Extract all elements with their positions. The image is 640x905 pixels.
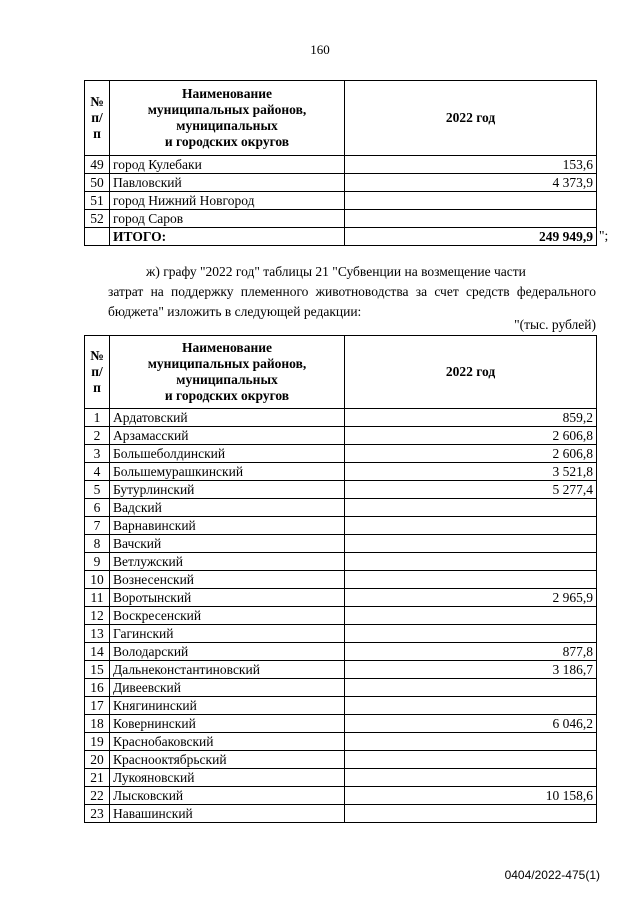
row-number: 7 [85, 517, 110, 535]
district-name: Дальнеконстантиновский [110, 661, 345, 679]
row-number: 19 [85, 733, 110, 751]
district-name: Вадский [110, 499, 345, 517]
row-value [345, 571, 597, 589]
row-value: 4 373,9 [345, 174, 597, 192]
district-name: Павловский [110, 174, 345, 192]
table-row [85, 409, 597, 427]
total-value: 249 949,9 [345, 228, 597, 246]
row-number: 52 [85, 210, 110, 228]
table-continuation [84, 80, 597, 246]
district-name: Ардатовский [110, 409, 345, 427]
row-number: 13 [85, 625, 110, 643]
district-name: Воротынский [110, 589, 345, 607]
table-row [85, 787, 597, 805]
row-value [345, 517, 597, 535]
district-name: Большемурашкинский [110, 463, 345, 481]
row-value: 2 606,8 [345, 427, 597, 445]
paragraph-line-1: ж) графу "2022 год" таблицы 21 "Субвенции на возмещение части [146, 264, 526, 279]
district-name: Ветлужский [110, 553, 345, 571]
row-value: 2 606,8 [345, 445, 597, 463]
table-row [85, 733, 597, 751]
row-number: 3 [85, 445, 110, 463]
district-name: Вачский [110, 535, 345, 553]
table-row [85, 481, 597, 499]
row-value [345, 210, 597, 228]
table-21 [84, 335, 597, 823]
row-value [345, 553, 597, 571]
district-name: Воскресенский [110, 607, 345, 625]
table-row [85, 499, 597, 517]
row-number: 51 [85, 192, 110, 210]
table-row [85, 625, 597, 643]
table-row [85, 156, 597, 174]
row-value: 5 277,4 [345, 481, 597, 499]
row-value [345, 192, 597, 210]
row-number: 16 [85, 679, 110, 697]
total-num [85, 228, 110, 246]
district-name: Большеболдинский [110, 445, 345, 463]
row-number: 12 [85, 607, 110, 625]
row-number: 14 [85, 643, 110, 661]
row-value [345, 679, 597, 697]
table-row [85, 192, 597, 210]
row-number: 8 [85, 535, 110, 553]
table-row [85, 210, 597, 228]
row-value [345, 499, 597, 517]
row-number: 6 [85, 499, 110, 517]
table-header-row [85, 81, 597, 156]
district-name: Лукояновский [110, 769, 345, 787]
table-row [85, 769, 597, 787]
district-name: Вознесенский [110, 571, 345, 589]
table-row [85, 174, 597, 192]
row-number: 23 [85, 805, 110, 823]
district-name: Лысковский [110, 787, 345, 805]
district-name: Краснобаковский [110, 733, 345, 751]
table-row [85, 715, 597, 733]
quote-close: "; [599, 228, 609, 243]
row-value [345, 625, 597, 643]
row-value [345, 733, 597, 751]
district-name: город Нижний Новгород [110, 192, 345, 210]
table-row [85, 445, 597, 463]
total-row [85, 228, 597, 246]
row-value: 3 186,7 [345, 661, 597, 679]
district-name: Ковернинский [110, 715, 345, 733]
table-row [85, 535, 597, 553]
unit-label: "(тыс. рублей) [514, 317, 596, 332]
table-row [85, 751, 597, 769]
district-name: Бутурлинский [110, 481, 345, 499]
district-name: Володарский [110, 643, 345, 661]
district-name: Краснооктябрьский [110, 751, 345, 769]
row-number: 20 [85, 751, 110, 769]
row-value: 10 158,6 [345, 787, 597, 805]
district-name: Гагинский [110, 625, 345, 643]
district-name: Арзамасский [110, 427, 345, 445]
row-number: 49 [85, 156, 110, 174]
table-row [85, 517, 597, 535]
document-code: 0404/2022-475(1) [504, 868, 600, 882]
district-name: Навашинский [110, 805, 345, 823]
row-value: 2 965,9 [345, 589, 597, 607]
table-row [85, 463, 597, 481]
header-year: 2022 год [345, 81, 597, 156]
row-value: 3 521,8 [345, 463, 597, 481]
header-name: Наименование муниципальных районов, муниципальных и городских округов [110, 81, 345, 156]
table-row [85, 607, 597, 625]
table-row [85, 697, 597, 715]
table-row [85, 589, 597, 607]
table-row [85, 661, 597, 679]
paragraph-rest: затрат на поддержку племенного животноводства за счет средств федерального бюджета" изложить в следующей редакции: [108, 284, 596, 319]
table-row [85, 553, 597, 571]
row-value [345, 769, 597, 787]
total-label: ИТОГО: [110, 228, 345, 246]
table-row [85, 427, 597, 445]
row-number: 9 [85, 553, 110, 571]
row-number: 17 [85, 697, 110, 715]
header-name: Наименование муниципальных районов, муниципальных и городских округов [110, 336, 345, 409]
row-number: 1 [85, 409, 110, 427]
row-value: 6 046,2 [345, 715, 597, 733]
row-number: 4 [85, 463, 110, 481]
row-number: 15 [85, 661, 110, 679]
row-value: 153,6 [345, 156, 597, 174]
row-number: 22 [85, 787, 110, 805]
row-number: 2 [85, 427, 110, 445]
row-number: 10 [85, 571, 110, 589]
district-name: Варнавинский [110, 517, 345, 535]
table-header-row [85, 336, 597, 409]
amendment-paragraph [108, 262, 596, 322]
row-number: 5 [85, 481, 110, 499]
table-row [85, 643, 597, 661]
table-row [85, 679, 597, 697]
row-number: 50 [85, 174, 110, 192]
row-value [345, 751, 597, 769]
district-name: Дивеевский [110, 679, 345, 697]
row-value: 859,2 [345, 409, 597, 427]
row-value [345, 805, 597, 823]
table-row [85, 805, 597, 823]
header-num: № п/п [85, 336, 110, 409]
district-name: город Саров [110, 210, 345, 228]
row-value [345, 697, 597, 715]
row-number: 21 [85, 769, 110, 787]
page-number: 160 [310, 42, 330, 57]
header-year: 2022 год [345, 336, 597, 409]
row-value [345, 535, 597, 553]
row-value [345, 607, 597, 625]
row-value: 877,8 [345, 643, 597, 661]
district-name: Княгининский [110, 697, 345, 715]
district-name: город Кулебаки [110, 156, 345, 174]
table-row [85, 571, 597, 589]
row-number: 11 [85, 589, 110, 607]
row-number: 18 [85, 715, 110, 733]
header-num: № п/п [85, 81, 110, 156]
